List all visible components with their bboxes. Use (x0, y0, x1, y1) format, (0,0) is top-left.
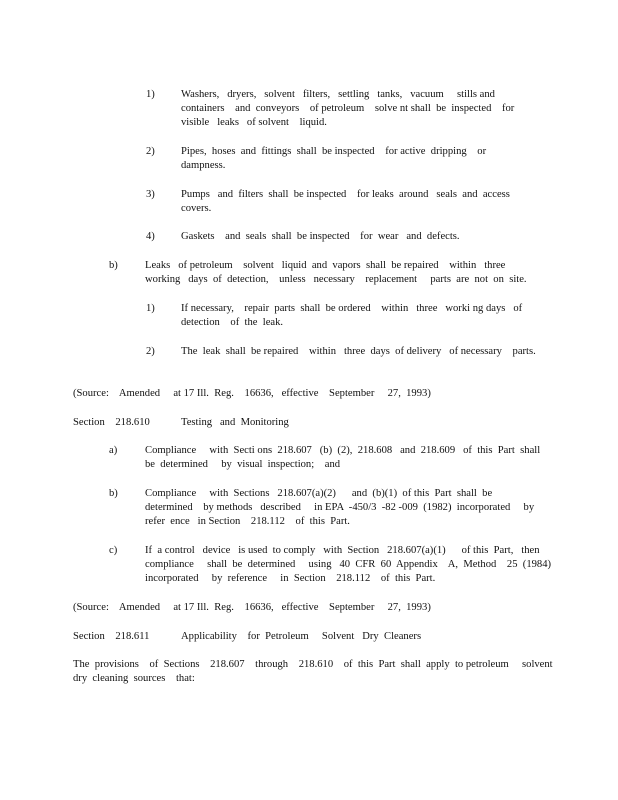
section-number: Section 218.610 (73, 417, 150, 428)
text-line: dry cleaning sources that: (73, 673, 195, 684)
section-number: Section 218.611 (73, 631, 150, 642)
list-marker: 2) (146, 146, 155, 157)
text-line: Pumps and filters shall be inspected for leaks around seals and access (181, 189, 510, 200)
list-marker: 3) (146, 189, 155, 200)
text-line: incorporated by reference in Section 218.112 of this Part. (145, 573, 436, 584)
text-line: dampness. (181, 160, 226, 171)
section-title: Testing and Monitoring (181, 417, 289, 428)
text-line: The leak shall be repaired within three days of delivery of necessary parts. (181, 346, 536, 357)
source-note: (Source: Amended at 17 Ill. Reg. 16636, effective September 27, 1993) (73, 388, 431, 399)
text-line: Washers, dryers, solvent filters, settling tanks, vacuum stills and (181, 89, 495, 100)
text-line: If necessary, repair parts shall be ordered within three worki ng days of (181, 303, 523, 314)
text-line: If a control device is used to comply with Section 218.607(a)(1) of this Part, then (145, 545, 540, 556)
list-marker: b) (109, 488, 118, 499)
list-marker: b) (109, 260, 118, 271)
text-line: refer ence in Section 218.112 of this Part. (145, 516, 350, 527)
source-note: (Source: Amended at 17 Ill. Reg. 16636, effective September 27, 1993) (73, 602, 431, 613)
text-line: determined by methods described in EPA -450/3 -82 -009 (1982) incorporated by (145, 502, 535, 513)
text-line: covers. (181, 203, 212, 214)
text-line: detection of the leak. (181, 317, 284, 328)
text-line: working days of detection, unless necessary replacement parts are not on site. (145, 274, 527, 285)
text-line: be determined by visual inspection; and (145, 459, 341, 470)
list-marker: 1) (146, 89, 155, 100)
list-marker: 2) (146, 346, 155, 357)
text-line: The provisions of Sections 218.607 through 218.610 of this Part shall apply to petroleum solvent (73, 659, 553, 670)
text-line: compliance shall be determined using 40 CFR 60 Appendix A, Method 25 (1984) (145, 559, 552, 570)
list-marker: a) (109, 445, 118, 456)
list-marker: 4) (146, 231, 155, 242)
list-marker: 1) (146, 303, 155, 314)
text-line: Pipes, hoses and fittings shall be inspected for active dripping or (181, 146, 487, 157)
text-line: Compliance with Secti ons 218.607 (b) (2), 218.608 and 218.609 of this Part shall (145, 445, 541, 456)
text-line: Compliance with Sections 218.607(a)(2) and (b)(1) of this Part shall be (145, 488, 493, 499)
text-line: Gaskets and seals shall be inspected for wear and defects. (181, 231, 460, 242)
section-title: Applicability for Petroleum Solvent Dry Cleaners (181, 631, 422, 642)
text-line: containers and conveyors of petroleum solve nt shall be inspected for (181, 103, 515, 114)
list-marker: c) (109, 545, 118, 556)
text-line: Leaks of petroleum solvent liquid and vapors shall be repaired within three (145, 260, 506, 271)
text-line: visible leaks of solvent liquid. (181, 117, 327, 128)
